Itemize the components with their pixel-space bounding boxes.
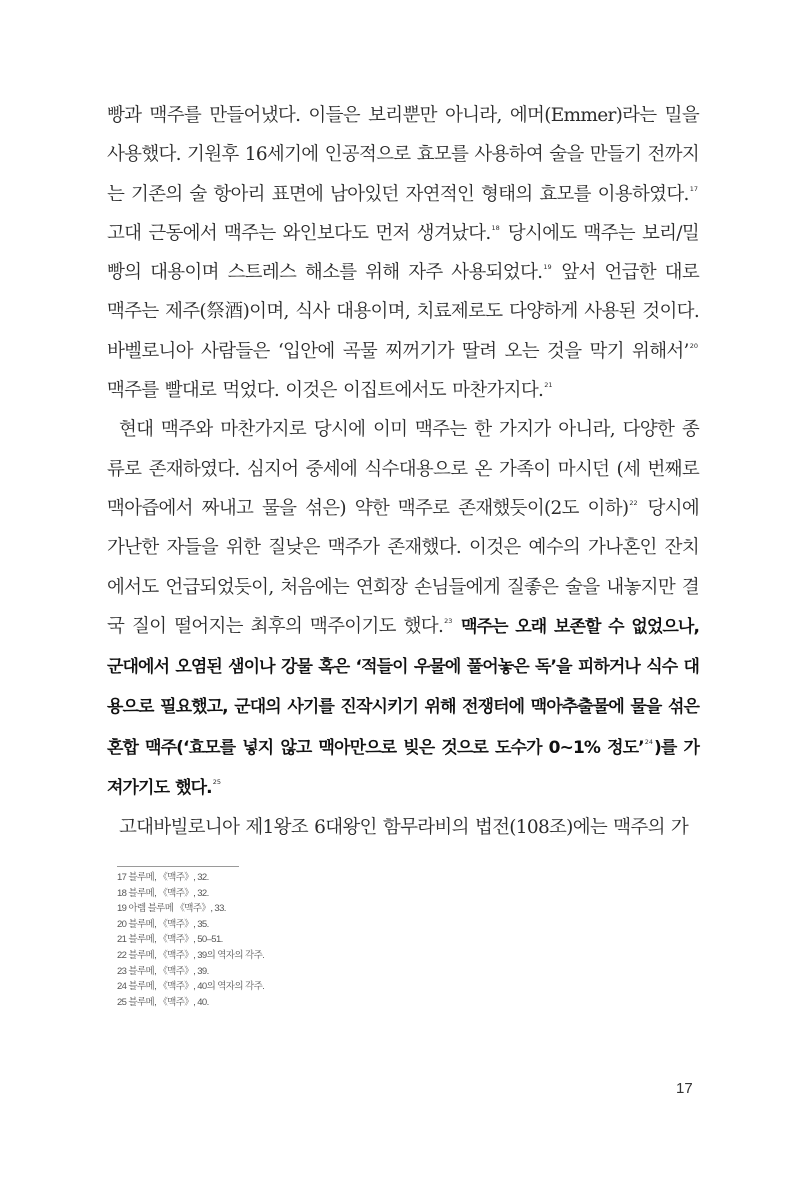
text-run: 고대바빌로니아 제1왕조 6대왕인 함무라비의 법전(108조)에는 맥주의 가 <box>119 817 689 839</box>
footnote: 23 블루메, 《맥주》, 39. <box>117 965 209 977</box>
footnote-ref: 25 <box>212 778 221 787</box>
text-run: 빵과 맥주를 만들어냈다. 이들은 보리뿐만 아니라, 에머(Emmer)라는 밀을 사용했다. 기원후 16세기에 인공적으로 효모를 사용하여 술을 만들기 전까지는 기존의 술 항아리 표면에 남아있던 자연적인 형태의 효모를 이용하였다. <box>107 105 699 205</box>
text-run: 고대 근동에서 맥주는 와인보다도 먼저 생겨났다. <box>107 222 491 244</box>
text-run: 현대 맥주와 마찬가지로 당시에 이미 맥주는 한 가지가 아니라, 다양한 종류로 존재하였다. 심지어 중세에 식수대용으로 온 가족이 마시던 (세 번째로 맥아즙에서 짜내고 물을 섞은) 약한 맥주로 존재했듯이(2도 이하) <box>107 419 699 519</box>
text-run: 당시에 가난한 자들을 위한 질낮은 맥주가 존재했다. 이것은 예수의 가나혼인 잔치에서도 언급되었듯이, 처음에는 연회장 손님들에게 질좋은 술을 내놓지만 결국 질이 떨어지는 최후의 맥주이기도 했다. <box>107 497 699 637</box>
footnote: 17 블루메, 《맥주》, 32. <box>117 872 209 883</box>
emphasized-text: 맥주는 오래 보존할 수 없었으나, 군대에서 오염된 샘이나 강물 혹은 ‘적들이 우물에 풀어놓은 독’을 피하거나 식수 대용으로 필요했고, 군대의 사기를 진작시키기 위해 전쟁터에 맥아추출물에 물을 섞은 혼합 맥주(‘효모를 넣지 않고 맥아만으로 빚은 것으로 도수가 0~1% 정도’ <box>107 616 699 758</box>
footnote: 25 블루메, 《맥주》, 40. <box>117 996 209 1008</box>
footnotes <box>117 870 264 1010</box>
footnote-ref: 23 <box>444 616 453 625</box>
emphasized-text: )를 가져가기도 했다. <box>107 737 700 799</box>
footnote-ref: 19 <box>543 263 552 272</box>
footnote-ref: 21 <box>544 381 553 390</box>
footnote: 19 아렘 블루메 《맥주》, 33. <box>117 903 226 915</box>
text-run: 맥주를 빨대로 먹었다. 이것은 이집트에서도 마찬가지다. <box>107 380 544 402</box>
body-text <box>107 96 699 848</box>
text-run: 앞서 언급한 대로 맥주는 제주(祭酒)이며, 식사 대용이며, 치료제로도 다양하게 사용된 것이다. 바벨로니아 사람들은 ‘입안에 곡물 찌꺼기가 딸려 오는 것을 막기 위해서’ <box>107 262 699 362</box>
footnote-ref: 18 <box>491 223 500 232</box>
footnote-ref: 22 <box>629 498 638 507</box>
paragraph <box>107 410 699 808</box>
footnote-ref: 17 <box>689 184 698 193</box>
footnote-divider <box>117 866 239 867</box>
footnote-ref: 20 <box>689 341 698 350</box>
footnote: 18 블루메, 《맥주》, 32. <box>117 887 209 899</box>
page-number: 17 <box>676 1080 693 1097</box>
footnote: 20 블루메, 《맥주》, 35. <box>117 918 209 930</box>
footnote-ref: 24 <box>644 737 653 746</box>
footnote: 24 블루메, 《맥주》, 40의 역자의 각주. <box>117 981 265 993</box>
paragraph <box>107 808 699 847</box>
paragraph <box>107 96 699 410</box>
text-run: 당시에도 맥주는 보리/밀빵의 대용이며 스트레스 해소를 위해 자주 사용되었다. <box>107 222 699 284</box>
footnote: 21 블루메, 《맥주》, 50–51. <box>117 934 223 946</box>
footnote: 22 블루메, 《맥주》, 39의 역자의 각주. <box>117 949 265 961</box>
